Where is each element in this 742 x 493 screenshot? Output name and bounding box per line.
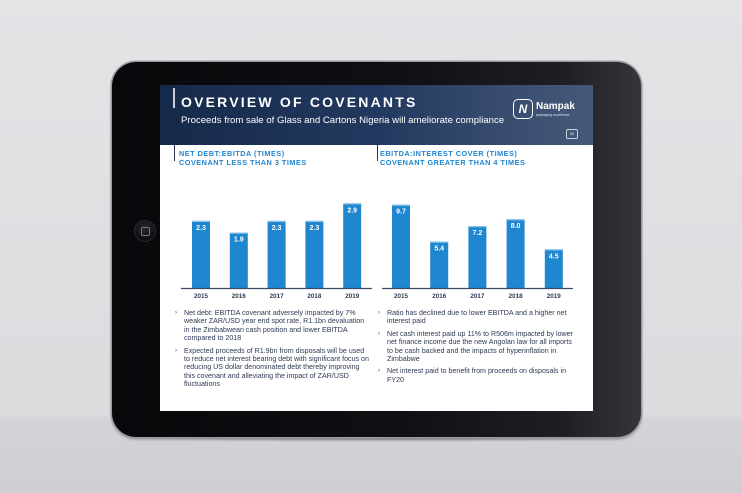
x-tick-label: 2016 xyxy=(231,293,246,300)
bar-highlight-2017 xyxy=(268,221,286,222)
right-bullet-list xyxy=(378,309,578,388)
bar-highlight-2015 xyxy=(392,205,410,206)
data-label: 2.3 xyxy=(309,224,320,232)
bullet-item xyxy=(378,309,578,326)
bar-highlight-2019 xyxy=(343,203,361,204)
x-tick-label: 2015 xyxy=(193,293,209,300)
slide-screen xyxy=(160,85,593,411)
chevron-right-icon: › xyxy=(175,347,177,354)
data-label: 2.3 xyxy=(196,224,206,232)
page-number: 22 xyxy=(566,129,578,139)
left-heading-line2: COVENANT LESS THAN 3 TIMES xyxy=(179,158,307,167)
bar-2015 xyxy=(392,205,410,288)
x-tick-label: 2018 xyxy=(508,293,523,300)
bar-highlight-2016 xyxy=(430,242,448,243)
left-bullet-list xyxy=(175,309,370,393)
bullet-text: Expected proceeds of R1.9bn from disposals will be used to reduce net interest bearing debt with significant focus on reducing US dollar denominated debt thereby improving this covenant and alleviating the impact of ZAR/USD fluctuations xyxy=(184,346,369,389)
bullet-item xyxy=(175,347,370,389)
tablet-device xyxy=(112,62,641,437)
bullet-item xyxy=(378,367,578,384)
right-heading-line2: COVENANT GREATER THAN 4 TIMES xyxy=(380,158,526,167)
slide-subtitle: Proceeds from sale of Glass and Cartons Nigeria will ameliorate compliance xyxy=(181,115,505,126)
ebitda-interest-cover-chart xyxy=(382,205,573,300)
bar-highlight-2015 xyxy=(192,221,210,222)
logo-tagline: packaging excellence xyxy=(536,113,570,117)
logo-name: Nampak xyxy=(536,101,575,112)
left-heading-line1: NET DEBT:EBITDA (TIMES) xyxy=(179,149,285,158)
x-tick-label: 2018 xyxy=(307,293,322,300)
data-label: 2.3 xyxy=(271,224,282,232)
bullet-text: Ratio has declined due to lower EBITDA and a higher net interest paid xyxy=(387,309,567,326)
slide-title: OVERVIEW OF COVENANTS xyxy=(181,94,418,110)
x-tick-label: 2016 xyxy=(432,293,447,300)
data-label: 5.4 xyxy=(434,245,445,253)
chevron-right-icon: › xyxy=(378,330,380,337)
nampak-logo-mark-icon: N xyxy=(513,99,533,119)
bullet-text: Net interest paid to benefit from proceeds on disposals in FY20 xyxy=(387,367,567,384)
data-label: 1.9 xyxy=(233,236,244,244)
x-tick-label: 2017 xyxy=(470,293,485,300)
bar-2019 xyxy=(343,203,361,288)
right-heading-line1: EBITDA:INTEREST COVER (TIMES) xyxy=(380,149,518,158)
x-tick-label: 2019 xyxy=(546,293,561,300)
bar-highlight-2018 xyxy=(507,219,525,220)
chevron-right-icon: › xyxy=(378,368,380,375)
bullet-text: Net cash interest paid up 11% to R506m impacted by lower net finance income due the new Angolan law for all imports to be cash backed and the impacts of hyperinflation in Zimbabwe xyxy=(387,329,573,364)
chevron-right-icon: › xyxy=(378,310,380,316)
x-tick-label: 2015 xyxy=(393,293,409,300)
net-debt-ebitda-chart xyxy=(181,203,372,300)
bar-highlight-2017 xyxy=(468,226,486,227)
x-tick-label: 2017 xyxy=(269,293,284,300)
data-label: 8.0 xyxy=(510,223,521,231)
bar-highlight-2019 xyxy=(545,249,563,250)
bullet-item xyxy=(378,330,578,364)
x-tick-label: 2019 xyxy=(345,293,360,300)
bullet-item xyxy=(175,309,370,343)
home-button-icon[interactable] xyxy=(134,220,156,242)
bar-highlight-2018 xyxy=(305,221,323,222)
chevron-right-icon: › xyxy=(175,310,177,316)
bar-highlight-2016 xyxy=(230,233,248,234)
bullet-text: Net debt: EBITDA covenant adversely impacted by 7% weaker ZAR/USD year end spot rate, R1.1bn devaluation in the Zimbabwean cash position and lower EBITDA compared to 2018 xyxy=(184,309,365,343)
data-label: 2.9 xyxy=(347,207,358,215)
data-label: 7.2 xyxy=(472,230,483,238)
data-label: 9.7 xyxy=(396,208,406,216)
data-label: 4.5 xyxy=(548,253,559,261)
